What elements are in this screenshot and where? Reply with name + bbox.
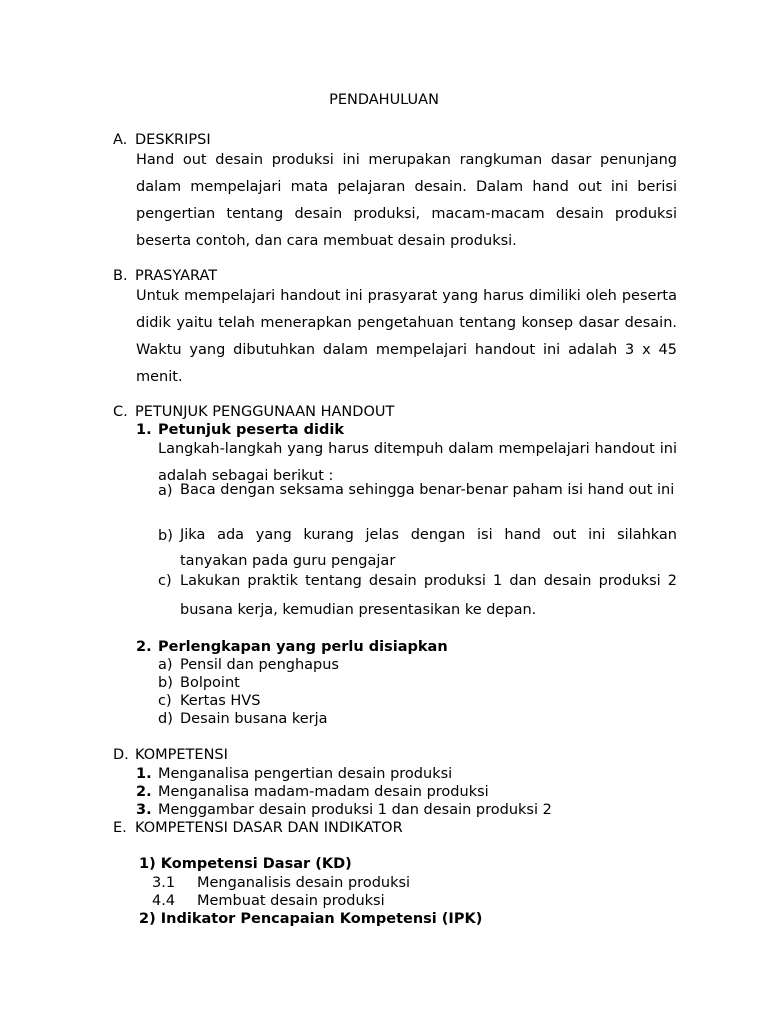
list-item bbox=[152, 875, 410, 891]
list-item bbox=[152, 893, 385, 909]
list-item bbox=[158, 675, 240, 691]
list-marker: 1. bbox=[136, 766, 152, 782]
list-marker: a) bbox=[158, 657, 173, 673]
list-marker: 3.1 bbox=[152, 875, 176, 891]
list-text: Kertas HVS bbox=[180, 693, 261, 709]
list-item bbox=[136, 784, 489, 800]
section-c-sub1-title: Petunjuk peserta didik bbox=[158, 422, 344, 438]
list-item bbox=[158, 711, 328, 727]
list-text: Pensil dan penghapus bbox=[180, 657, 339, 673]
list-text: Jika ada yang kurang jelas dengan isi hand out ini silahkan tanyakan pada guru pengajar bbox=[180, 527, 677, 569]
section-a-title: DESKRIPSI bbox=[135, 132, 211, 148]
section-c-title: PETUNJUK PENGGUNAAN HANDOUT bbox=[135, 404, 395, 420]
section-d-label: D. bbox=[113, 747, 129, 763]
page-title: PENDAHULUAN bbox=[329, 92, 439, 108]
section-e-heading bbox=[113, 820, 403, 836]
section-c-sub1-num: 1. bbox=[136, 422, 152, 438]
section-c-label: C. bbox=[113, 404, 128, 420]
list-text: Membuat desain produksi bbox=[197, 893, 385, 909]
list-item bbox=[136, 766, 452, 782]
section-c-sub1-body: Langkah-langkah yang harus ditempuh dalam mempelajari handout ini adalah sebagai berikut : bbox=[158, 441, 677, 484]
list-text: Menganalisis desain produksi bbox=[197, 875, 411, 891]
list-marker: d) bbox=[158, 711, 173, 727]
list-marker: b) bbox=[158, 675, 173, 691]
section-b-heading bbox=[113, 268, 217, 284]
list-item bbox=[158, 693, 260, 709]
section-b-label: B. bbox=[113, 268, 128, 284]
ipk-heading: 2) Indikator Pencapaian Kompetensi (IPK) bbox=[139, 911, 483, 927]
list-marker: 4.4 bbox=[152, 893, 176, 909]
list-item bbox=[136, 802, 552, 818]
list-marker: 2. bbox=[136, 784, 152, 800]
list-text: Menganalisa pengertian desain produksi bbox=[158, 766, 453, 782]
section-b-body: Untuk mempelajari handout ini prasyarat yang harus dimiliki oleh peserta didik yaitu telah menerapkan pengetahuan tentang konsep dasar desain. Waktu yang dibutuhkan dalam mempelajari handout ini adalah 3 x 45 menit. bbox=[136, 288, 677, 385]
section-a-label: A. bbox=[113, 132, 128, 148]
list-marker: b) bbox=[158, 528, 173, 544]
section-d-title: KOMPETENSI bbox=[135, 747, 228, 763]
list-marker: 3. bbox=[136, 802, 152, 818]
list-text: Desain busana kerja bbox=[180, 711, 328, 727]
kd-heading: 1) Kompetensi Dasar (KD) bbox=[139, 856, 352, 872]
list-marker: c) bbox=[158, 573, 172, 589]
list-item bbox=[158, 657, 339, 673]
section-e-title: KOMPETENSI DASAR DAN INDIKATOR bbox=[135, 820, 403, 836]
section-b-title: PRASYARAT bbox=[135, 268, 218, 284]
list-marker: c) bbox=[158, 693, 172, 709]
section-a-body: Hand out desain produksi ini merupakan rangkuman dasar penunjang dalam mempelajari mata pelajaran desain. Dalam hand out ini berisi pengertian tentang desain produksi, macam-macam desain produksi beserta contoh, dan cara membuat desain produksi. bbox=[136, 152, 677, 249]
section-a-heading bbox=[113, 132, 211, 148]
section-e-label: E. bbox=[113, 820, 127, 836]
list-marker: a) bbox=[158, 483, 173, 499]
section-c-sub2-heading bbox=[136, 639, 448, 655]
list-text: Lakukan praktik tentang desain produksi 1 dan desain produksi 2 busana kerja, kemudian presentasikan ke depan. bbox=[180, 573, 677, 618]
section-c-sub2-title: Perlengkapan yang perlu disiapkan bbox=[158, 639, 448, 655]
list-text: Bolpoint bbox=[180, 675, 240, 691]
list-text: Baca dengan seksama sehingga benar-benar paham isi hand out ini bbox=[180, 482, 675, 498]
list-text: Menggambar desain produksi 1 dan desain produksi 2 bbox=[158, 802, 552, 818]
list-text: Menganalisa madam-madam desain produksi bbox=[158, 784, 489, 800]
list-item bbox=[158, 573, 677, 631]
section-d-heading bbox=[113, 747, 228, 763]
section-c-heading bbox=[113, 404, 394, 420]
section-c-sub2-num: 2. bbox=[136, 639, 152, 655]
list-item bbox=[158, 483, 677, 509]
